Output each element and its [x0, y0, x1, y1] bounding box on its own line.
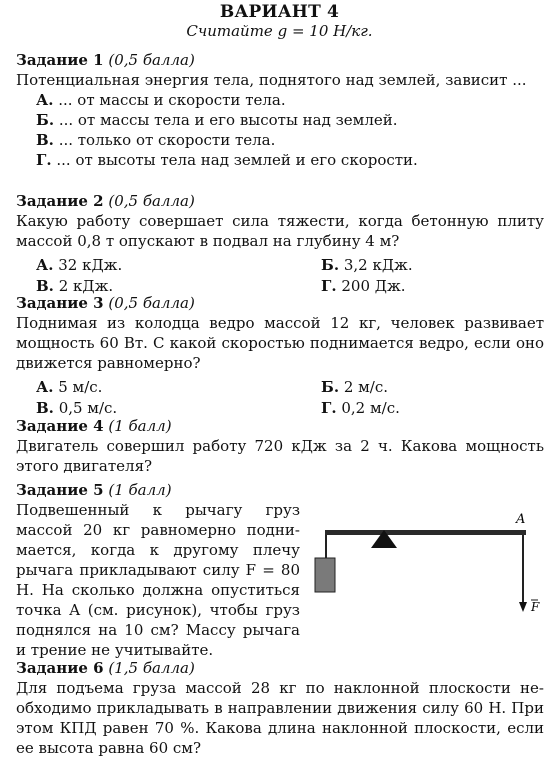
- task-3: [16, 293, 544, 419]
- lever-bar: [325, 530, 526, 535]
- task-6-question: Для подъема груза массой 28 кг по наклонной плоскости необходимо прикладывать в направлении движения силу 60 Н. При этом КПД равен 70 %. Какова длина наклонной плоскости, если ее высота равна 60 см?: [16, 679, 544, 757]
- task-3-option-b: Б. 2 м/с.: [321, 378, 389, 396]
- task-3-question: Поднимая из колодца ведро массой 12 кг, человек развивает мощность 60 Вт. С какой скоростью поднимается ведро, если оно движется равномерно?: [16, 314, 544, 372]
- variant-title: ВАРИАНТ 4: [219, 2, 340, 22]
- task-2-question: Какую работу совершает сила тяжести, когда бетонную плиту массой 0,8 т опускают в подвал на глубину 4 м?: [16, 212, 544, 250]
- task-1-heading: Задание 1: [16, 51, 104, 69]
- task-6-header: [16, 658, 544, 678]
- task-3-option-d: Г. 0,2 м/с.: [321, 399, 400, 417]
- task-3-options: [16, 377, 544, 419]
- task-6-heading: Задание 6: [16, 659, 104, 677]
- task-3-header: [16, 293, 544, 313]
- task-3-heading: Задание 3: [16, 294, 104, 312]
- task-2-option-a: А. 32 кДж.: [36, 256, 123, 274]
- task-3-points: (0,5 балла): [108, 294, 195, 312]
- task-2: [16, 191, 544, 297]
- gravity-note: Считайте g = 10 Н/кг.: [186, 22, 373, 40]
- task-1: [16, 50, 544, 170]
- force-f-label: F: [531, 600, 540, 614]
- task-4-question: Двигатель совершил работу 720 кДж за 2 ч. Какова мощность этого двигателя?: [16, 437, 544, 475]
- task-6: [16, 658, 544, 758]
- point-a-label: A: [516, 512, 526, 527]
- task-3-option-a: А. 5 м/с.: [36, 378, 103, 396]
- task-5-header: [16, 480, 544, 500]
- task-1-header: [16, 50, 544, 70]
- task-5-points: (1 балл): [108, 481, 172, 499]
- task-1-points: (0,5 балла): [108, 51, 195, 69]
- task-2-header: [16, 191, 544, 211]
- task-5-question: Подвешенный к рычагу груз массой 20 кг равномерно поднимается, когда к другому плечу рычага прикладывают силу F = 80 Н. На сколько должна опуститься точка A (см. рисунок), чтобы груз поднялся на 10 см? Массу рычага и трение не учитывайте.: [16, 501, 300, 659]
- task-1-question: Потенциальная энергия тела, поднятого над землей, зависит ...: [16, 71, 527, 89]
- task-2-option-c: В. 2 кДж.: [36, 277, 114, 295]
- task-6-points: (1,5 балла): [108, 659, 195, 677]
- task-2-option-b: Б. 3,2 кДж.: [321, 256, 413, 274]
- task-4-header: [16, 416, 544, 436]
- task-4-points: (1 балл): [108, 417, 172, 435]
- task-1-option-b: Б. ... от массы тела и его высоты над землей.: [36, 111, 398, 129]
- task-5-heading: Задание 5: [16, 481, 104, 499]
- task-4: [16, 416, 544, 476]
- task-1-option-d: Г. ... от высоты тела над землей и его скорости.: [36, 151, 418, 169]
- task-2-options: [16, 255, 544, 297]
- task-1-option-c: В. ... только от скорости тела.: [36, 131, 276, 149]
- weight-block: [315, 558, 335, 592]
- task-2-points: (0,5 балла): [108, 192, 195, 210]
- task-2-heading: Задание 2: [16, 192, 104, 210]
- task-3-option-c: В. 0,5 м/с.: [36, 399, 118, 417]
- task-4-heading: Задание 4: [16, 417, 104, 435]
- lever-diagram: [305, 508, 543, 620]
- force-arrow-head-icon: [519, 602, 527, 612]
- task-2-option-d: Г. 200 Дж.: [321, 277, 406, 295]
- task-1-option-a: А. ... от массы и скорости тела.: [36, 91, 286, 109]
